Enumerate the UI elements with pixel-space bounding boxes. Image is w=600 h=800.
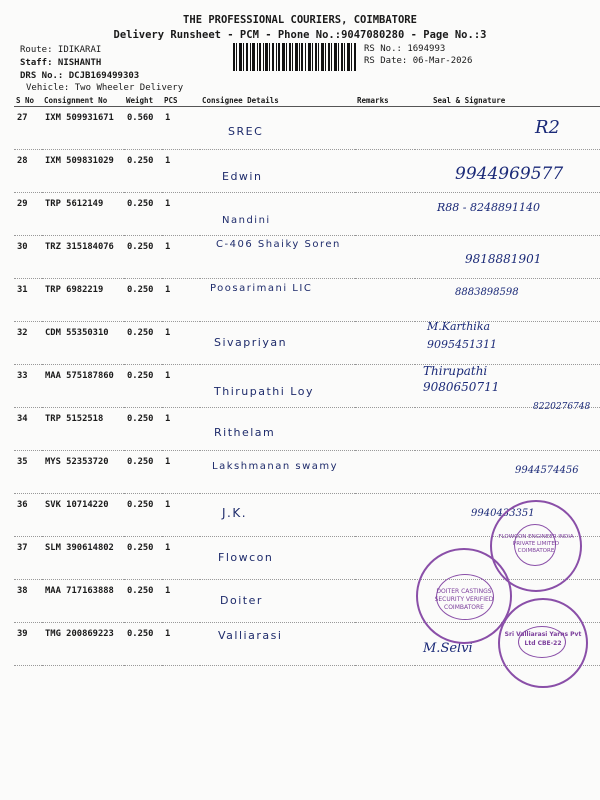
row-remarks	[355, 279, 415, 322]
consignee-handwriting: Lakshmanan swamy	[212, 461, 339, 472]
consignee-handwriting: Doiter	[220, 594, 263, 607]
consignee-handwriting: Edwin	[222, 170, 263, 183]
flowcon-stamp-text: FLOWCON ENGINEER INDIA PRIVATE LIMITED COIMBATORE	[498, 534, 574, 554]
signature-handwriting: 9944969577	[455, 164, 564, 184]
row-consignment: MYS 52353720	[42, 451, 124, 494]
row-signature	[415, 279, 600, 322]
row-remarks	[355, 236, 415, 279]
route-label: Route: IDIKARAI	[20, 45, 102, 55]
table-row	[14, 322, 600, 365]
row-consignment: IXM 509931671	[42, 107, 124, 150]
row-consignee	[200, 279, 355, 322]
table-row	[14, 451, 600, 494]
row-remarks	[355, 408, 415, 451]
row-signature	[415, 402, 600, 451]
row-pcs: 1	[162, 193, 200, 236]
col-pcs: PCS	[162, 95, 200, 107]
row-consignee	[200, 150, 355, 193]
row-weight: 0.250	[124, 365, 162, 408]
row-signature	[415, 193, 600, 236]
company-name: THE PROFESSIONAL COURIERS, COIMBATORE	[183, 14, 417, 26]
col-consignment: Consignment No	[42, 95, 124, 107]
row-weight: 0.250	[124, 580, 162, 623]
table-row	[14, 107, 600, 150]
row-weight: 0.250	[124, 408, 162, 451]
row-consignee	[200, 193, 355, 236]
signature-handwriting: 9818881901	[465, 252, 542, 266]
row-sno: 27	[14, 107, 42, 150]
consignee-handwriting: Poosarimani LIC	[210, 283, 313, 294]
staff-label: Staff: NISHANTH	[20, 58, 102, 68]
col-weight: Weight	[124, 95, 162, 107]
consignee-handwriting: Nandini	[222, 215, 271, 226]
row-consignee	[200, 451, 355, 494]
row-pcs: 1	[162, 107, 200, 150]
flowcon-stamp	[490, 500, 582, 592]
row-weight: 0.250	[124, 236, 162, 279]
row-consignee	[200, 408, 355, 451]
col-consignee: Consignee Details	[200, 95, 355, 107]
consignee-handwriting: Valliarasi	[218, 629, 283, 642]
row-pcs: 1	[162, 322, 200, 365]
doiter-stamp-text: DOITER CASTINGS SECURITY VERIFIED COIMBATORE	[434, 588, 494, 611]
row-sno: 38	[14, 580, 42, 623]
row-consignee	[200, 236, 355, 279]
row-signature	[415, 107, 600, 150]
row-sno: 33	[14, 365, 42, 408]
row-consignment: SLM 390614802	[42, 537, 124, 580]
col-signature: Seal & Signature	[415, 95, 600, 107]
table-row	[14, 236, 600, 279]
barcode	[233, 43, 357, 71]
consignee-handwriting: Rithelam	[214, 426, 276, 439]
row-consignee	[200, 580, 355, 623]
consignee-handwriting: J.K.	[222, 506, 248, 520]
rs-number: RS No.: 1694993	[364, 44, 446, 54]
consignee-handwriting: Sivapriyan	[214, 336, 288, 349]
row-pcs: 1	[162, 408, 200, 451]
consignee-handwriting: C-406 Shaiky Soren	[216, 239, 341, 250]
consignee-handwriting: SREC	[228, 125, 264, 138]
row-pcs: 1	[162, 150, 200, 193]
row-remarks	[355, 365, 415, 408]
row-sno: 35	[14, 451, 42, 494]
row-consignment: TRP 6982219	[42, 279, 124, 322]
row-consignment: CDM 55350310	[42, 322, 124, 365]
table-row	[14, 150, 600, 193]
row-consignment: MAA 575187860	[42, 365, 124, 408]
row-consignee	[200, 322, 355, 365]
row-weight: 0.250	[124, 279, 162, 322]
row-remarks	[355, 537, 415, 580]
row-signature	[415, 451, 600, 494]
row-pcs: 1	[162, 279, 200, 322]
valliarasi-stamp-text: Sri Valliarasi Yarns Pvt Ltd CBE-22	[504, 631, 582, 647]
row-weight: 0.250	[124, 150, 162, 193]
rs-date: RS Date: 06-Mar-2026	[364, 56, 473, 66]
row-consignment: SVK 10714220	[42, 494, 124, 537]
signature-handwriting: 9940433351	[471, 508, 535, 519]
row-sno: 36	[14, 494, 42, 537]
row-consignment: TRP 5612149	[42, 193, 124, 236]
runsheet-title: Delivery Runsheet - PCM - Phone No.:9047080280 - Page No.:3	[113, 29, 487, 41]
row-sno: 37	[14, 537, 42, 580]
row-sno: 39	[14, 623, 42, 666]
vehicle-label: Vehicle: Two Wheeler Delivery	[26, 83, 184, 93]
consignee-handwriting: Thirupathi Loy	[214, 385, 314, 398]
row-remarks	[355, 623, 415, 666]
row-consignee	[200, 537, 355, 580]
row-sno: 29	[14, 193, 42, 236]
row-pcs: 1	[162, 365, 200, 408]
row-sno: 32	[14, 322, 42, 365]
row-remarks	[355, 580, 415, 623]
row-consignment: MAA 717163888	[42, 580, 124, 623]
row-remarks	[355, 150, 415, 193]
row-remarks	[355, 451, 415, 494]
signature-handwriting: M.Karthika 9095451311	[427, 320, 497, 351]
row-sno: 30	[14, 236, 42, 279]
row-sno: 31	[14, 279, 42, 322]
row-weight: 0.250	[124, 623, 162, 666]
row-consignee	[200, 365, 355, 408]
row-weight: 0.250	[124, 322, 162, 365]
signature-handwriting: R2	[535, 117, 561, 138]
col-remarks: Remarks	[355, 95, 415, 107]
row-remarks	[355, 494, 415, 537]
signature-handwriting: M.Selvi	[423, 641, 473, 656]
row-consignment: IXM 509831029	[42, 150, 124, 193]
row-remarks	[355, 193, 415, 236]
signature-handwriting: 8883898598	[455, 287, 519, 298]
row-weight: 0.250	[124, 494, 162, 537]
row-pcs: 1	[162, 494, 200, 537]
valliarasi-stamp	[498, 598, 588, 688]
row-signature	[415, 322, 600, 365]
signature-handwriting: R88 - 8248891140	[437, 201, 540, 214]
row-consignment: TRZ 315184076	[42, 236, 124, 279]
table-header-row	[14, 95, 600, 107]
row-consignee	[200, 107, 355, 150]
col-sno: S No	[14, 95, 42, 107]
row-consignee	[200, 623, 355, 666]
table-row	[14, 193, 600, 236]
row-remarks	[355, 107, 415, 150]
signature-handwriting: Thirupathi 9080650711	[423, 364, 500, 394]
consignee-handwriting: Flowcon	[218, 551, 274, 564]
row-weight: 0.250	[124, 193, 162, 236]
row-pcs: 1	[162, 451, 200, 494]
row-sno: 34	[14, 408, 42, 451]
row-weight: 0.250	[124, 537, 162, 580]
row-consignment: TMG 200869223	[42, 623, 124, 666]
row-weight: 0.250	[124, 451, 162, 494]
signature-handwriting: 9944574456	[515, 465, 579, 476]
row-pcs: 1	[162, 537, 200, 580]
row-remarks	[355, 322, 415, 365]
table-row	[14, 408, 600, 451]
row-consignee	[200, 494, 355, 537]
row-signature	[415, 236, 600, 279]
table-row	[14, 279, 600, 322]
table-row	[14, 365, 600, 408]
row-sno: 28	[14, 150, 42, 193]
row-signature	[415, 150, 600, 193]
row-pcs: 1	[162, 236, 200, 279]
drs-number: DRS No.: DCJB169499303	[20, 71, 140, 81]
row-pcs: 1	[162, 580, 200, 623]
row-weight: 0.560	[124, 107, 162, 150]
row-consignment: TRP 5152518	[42, 408, 124, 451]
signature-handwriting: 8220276748	[533, 402, 591, 412]
row-pcs: 1	[162, 623, 200, 666]
